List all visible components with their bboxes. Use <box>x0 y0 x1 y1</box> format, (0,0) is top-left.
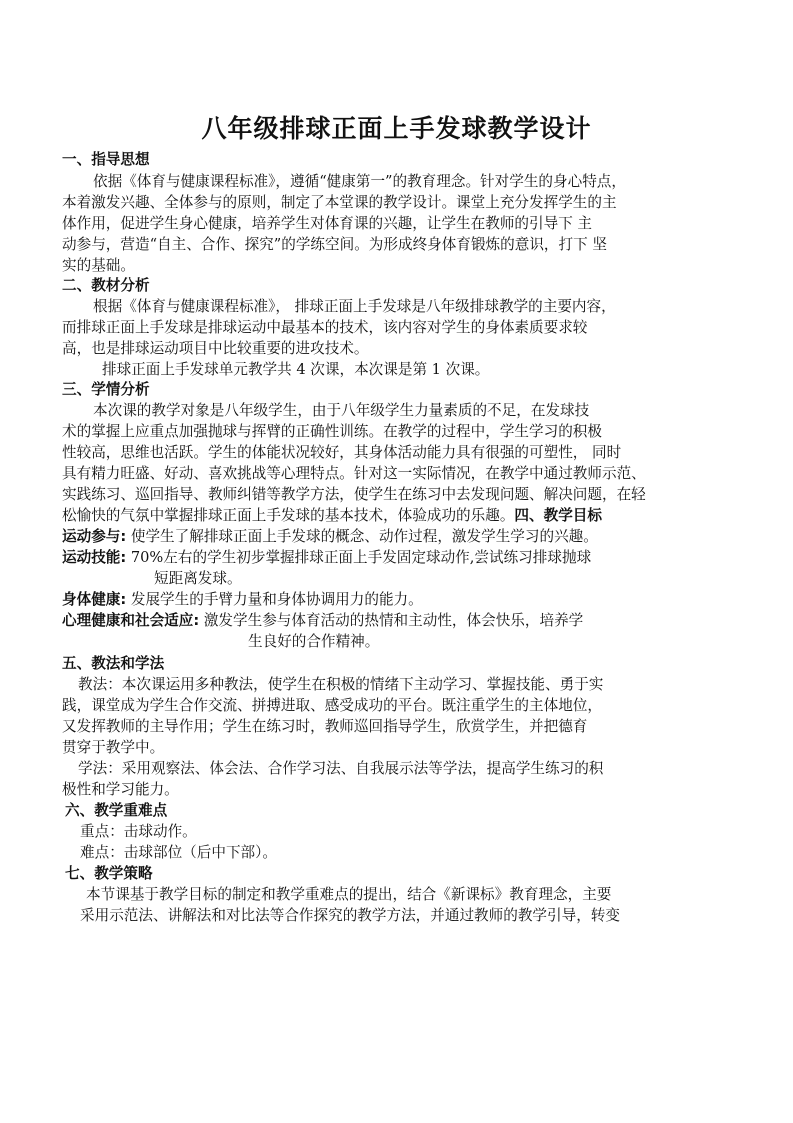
section-7-heading: 七、教学策略 <box>65 865 153 882</box>
objective-label: 心理健康和社会适应: <box>62 612 200 629</box>
paragraph-line: 依据《体育与健康课程标准》，遵循“健康第一”的教育理念。针对学生的身心特点， <box>93 173 626 190</box>
objective-text: 使学生了解排球正面上手发球的概念、动作过程，激发学生学习的兴趣。 <box>130 528 598 545</box>
paragraph-line: 术的掌握上应重点加强抛球与挥臂的正确性训练。在教学的过程中，学生学习的积极 <box>62 423 602 440</box>
section-6-heading: 六、教学重难点 <box>65 802 168 819</box>
section-5-heading: 五、教法和学法 <box>62 655 165 672</box>
paragraph-line: 性较高，思维也活跃。学生的体能状况较好，其身体活动能力具有很强的可塑性， 同时 <box>62 444 622 461</box>
paragraph-line: 体作用，促进学生身心健康，培养学生对体育课的兴趣，让学生在教师的引导下 主 <box>62 215 593 232</box>
objective-item <box>62 590 423 610</box>
paragraph-line: 本次课的教学对象是八年级学生，由于八年级学生力量素质的不足，在发球技 <box>93 402 590 419</box>
objective-text: 激发学生参与体育活动的热情和主动性，体会快乐，培养学 <box>203 612 584 629</box>
section-4-heading: 四、教学目标 <box>514 507 602 524</box>
section-1-heading: 一、指导思想 <box>62 151 150 168</box>
paragraph-line: 而排球正面上手发球是排球运动中最基本的技术，该内容对学生的身体素质要求较 <box>62 319 588 336</box>
paragraph-line: 高，也是排球运动项目中比较重要的进攻技术。 <box>62 340 369 357</box>
objective-continuation: 短距离发球。 <box>154 570 242 587</box>
paragraph-line: 根据《体育与健康课程标准》， 排球正面上手发球是八年级排球教学的主要内容， <box>93 298 616 315</box>
paragraph-line: 贯穿于教学中。 <box>62 739 165 756</box>
paragraph-line: 践，课堂成为学生合作交流、拼搏进取、感受成功的平台。既注重学生的主体地位， <box>62 697 602 714</box>
objective-text: 发展学生的手臂力量和身体协调用力的能力。 <box>130 591 423 608</box>
paragraph-line: 本着激发兴趣、全体参与的原则，制定了本堂课的教学设计。课堂上充分发挥学生的主 <box>62 194 617 211</box>
paragraph-line: 又发挥教师的主导作用；学生在练习时，教师巡回指导学生，欣赏学生，并把德育 <box>62 718 588 735</box>
paragraph-line: 动参与，营造“自主、合作、探究”的学练空间。为形成终身体育锻炼的意识，打下 坚 <box>62 236 607 253</box>
objective-label: 运动技能: <box>62 549 127 566</box>
paragraph-line: 本节课基于教学目标的制定和教学重难点的提出，结合《新课标》教育理念，主要 <box>86 886 612 903</box>
paragraph-line: 采用示范法、讲解法和对比法等合作探究的教学方法，并通过教师的教学引导，转变 <box>80 907 620 924</box>
section-3-heading: 三、学情分析 <box>62 381 150 398</box>
paragraph-line: 重点：击球动作。 <box>80 823 197 840</box>
section-2-heading: 二、教材分析 <box>62 277 150 294</box>
paragraph-line: 排球正面上手发球单元教学共 4 次课，本次课是第 1 次课。 <box>102 361 490 378</box>
objective-label: 运动参与: <box>62 528 127 545</box>
objective-text: 70%左右的学生初步掌握排球正面上手发固定球动作,尝试练习排球抛球 <box>130 549 592 566</box>
paragraph-line: 难点：击球部位（后中下部）。 <box>80 844 278 861</box>
objective-item <box>62 611 583 631</box>
paragraph-line: 极性和学习能力。 <box>62 781 179 798</box>
objective-item <box>62 527 598 547</box>
paragraph-line: 实的基础。 <box>62 257 135 274</box>
objective-continuation: 生良好的合作精神。 <box>248 633 380 650</box>
paragraph-line: 具有精力旺盛、好动、喜欢挑战等心理特点。针对这一实际情况，在教学中通过教师示范、 <box>62 465 646 482</box>
paragraph-line: 教法：本次课运用多种教法，使学生在积极的情绪下主动学习、掌握技能、勇于实 <box>78 676 604 693</box>
paragraph-line-text: 松愉快的气氛中掌握排球正面上手发球的基本技术，体验成功的乐趣。 <box>62 507 515 524</box>
paragraph-line: 学法：采用观察法、体会法、合作学习法、自我展示法等学法，提高学生练习的积 <box>78 760 604 777</box>
paragraph-line: 实践练习、巡回指导、教师纠错等教学方法，使学生在练习中去发现问题、解决问题，在轻 <box>62 486 646 503</box>
objective-item <box>62 548 591 568</box>
objective-label: 身体健康: <box>62 591 127 608</box>
document-title: 八年级排球正面上手发球教学设计 <box>201 114 592 143</box>
paragraph-line <box>62 506 602 526</box>
